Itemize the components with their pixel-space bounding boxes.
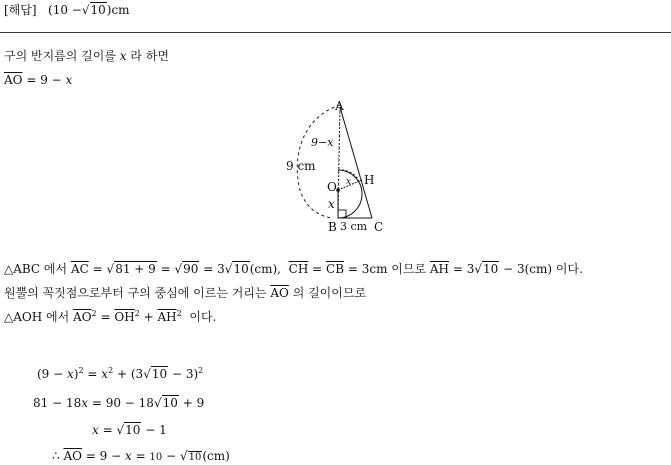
intro-line-2: $\overline{AO} = 9 - x$ [4,73,73,87]
label-o: O [327,180,337,194]
equation-1: $(9 - x)^2 = x^2 + (3√10 - 3)^2$ [37,366,204,381]
label-9cm: 9 cm [286,159,316,173]
cone-sphere-figure [280,100,390,235]
label-3cm: 3 cm [340,220,368,233]
solution-line-2: 원뿔의 꼭짓점으로부터 구의 중심에 이르는 거리는 $\overline{AO}$ 의 길이이므로 [4,286,367,300]
intro-line-1: 구의 반지름의 길이를 x 라 하면 [4,49,169,63]
segment-ao: $\overline{AO}$ [4,73,23,87]
slant-ac [340,107,375,218]
solution-line-1: △ABC 에서 $\overline{AC} = √81 + 9 = √90 = 3√10(cm)$, $\overline{CH} = \overline{CB} = 3cm$ 이므로 $\overline{AH} = 3√10 - 3(cm)$ 이다. [4,262,583,276]
label-c: C [374,220,384,234]
therefore-symbol: ∴ [52,449,60,463]
label-x-oh: x [346,177,352,187]
solution-line-3: △AOH 에서 $\overline{AO}^2 = \overline{OH}^2 + \overline{AH}^2$ 이다. [4,309,217,324]
label-b: B [328,220,337,234]
answer-header: [해답] (10 −√10)cm [4,3,130,17]
label-h: H [364,173,375,187]
answer-tag: [해답] [4,3,37,17]
equation-4: ∴ $\overline{AO} = 9 - x = 10 - √10(cm)$ [52,449,230,463]
equation-2: 81 − 18x = 90 − 18√10 + 9 [33,396,205,410]
label-9-minus-x: 9−x [311,136,334,149]
label-a: A [335,100,344,113]
sqrt-10: √10 [81,3,106,17]
separator-line [0,32,671,33]
equation-3: x = √10 − 1 [92,423,167,437]
label-x-ob: x [328,197,335,211]
